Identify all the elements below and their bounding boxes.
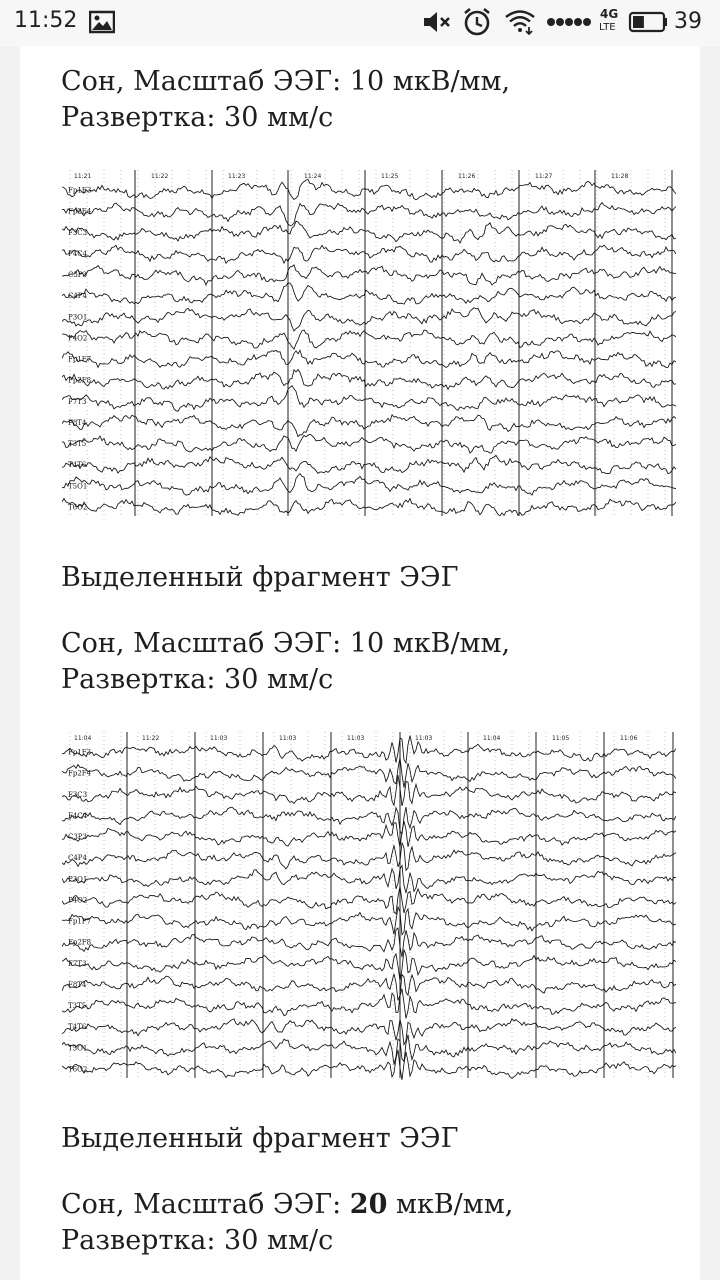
eeg-trace [62, 386, 676, 412]
channel-label: F7T3 [68, 959, 87, 968]
eeg-trace [62, 370, 676, 390]
channel-label: T6O2 [68, 1065, 88, 1074]
eeg-trace [62, 775, 676, 806]
channel-label: F8T4 [68, 418, 87, 427]
article-page [20, 46, 700, 1280]
time-label: 11:05 [552, 735, 570, 742]
caption-3-line-1-b: мкВ/мм, [387, 1189, 514, 1220]
time-label: 11:26 [458, 173, 476, 180]
caption-3 [61, 1187, 513, 1259]
channel-label: T4T6 [68, 1023, 87, 1032]
eeg-trace [62, 350, 676, 367]
channel-label: C3P3 [68, 271, 87, 280]
caption-2-line-2: Развертка: 30 мм/с [61, 664, 334, 695]
eeg-figure-2[interactable] [62, 726, 676, 1084]
channel-label: T5O1 [68, 1044, 88, 1053]
battery-icon [628, 11, 668, 33]
wifi-icon [504, 9, 536, 35]
eeg-trace [62, 843, 676, 871]
channel-label: C4P4 [68, 292, 87, 301]
status-time: 11:52 [14, 8, 78, 33]
network-type-label: 4G [600, 7, 619, 21]
channel-label: F4C4 [68, 811, 88, 820]
channel-label: P3O1 [68, 313, 88, 322]
eeg-trace [62, 807, 676, 834]
channel-label: Fp2F8 [68, 376, 92, 385]
status-bar [0, 0, 720, 46]
eeg-trace [62, 245, 676, 263]
alarm-icon [462, 7, 492, 37]
eeg-trace [62, 265, 676, 285]
caption-3-line-2: Развертка: 30 мм/с [61, 1225, 334, 1256]
time-label: 11:28 [611, 173, 629, 180]
time-label: 11:25 [381, 173, 399, 180]
caption-3-line-1-a: Сон, Масштаб ЭЭГ: [61, 1189, 350, 1220]
channel-label: P3O1 [68, 875, 88, 884]
channel-label: Fp1F3 [68, 748, 92, 757]
channel-label: F8T4 [68, 980, 87, 989]
eeg-trace [62, 455, 676, 473]
caption-1-line-1: Сон, Масштаб ЭЭГ: 10 мкВ/мм, [61, 66, 511, 97]
heading-2: Выделенный фрагмент ЭЭГ [61, 1123, 459, 1154]
status-icons [422, 7, 712, 37]
eeg-trace [62, 415, 676, 437]
channel-label: T4T6 [68, 461, 87, 470]
eeg-trace [62, 474, 676, 496]
channel-label: F7T3 [68, 397, 87, 406]
battery-level-text: 39 [674, 9, 702, 34]
eeg-trace [62, 821, 676, 848]
eeg-figure-1[interactable] [62, 164, 676, 522]
channel-label: Fp1F7 [68, 355, 92, 364]
caption-1 [61, 64, 510, 136]
time-label: 11:04 [483, 735, 501, 742]
eeg-trace [62, 928, 676, 957]
eeg-trace [62, 950, 676, 981]
image-icon [89, 10, 115, 34]
time-label: 11:06 [620, 735, 638, 742]
caption-1-line-2: Развертка: 30 мм/с [61, 102, 334, 133]
time-label: 11:22 [142, 735, 160, 742]
channel-label: Fp1F7 [68, 917, 92, 926]
eeg-trace [62, 499, 676, 516]
time-label: 11:03 [210, 735, 228, 742]
channel-label: Fp2F8 [68, 938, 92, 947]
channel-label: T3T5 [68, 440, 87, 449]
channel-label: T6O2 [68, 503, 88, 512]
channel-label: T3T5 [68, 1002, 87, 1011]
heading-1: Выделенный фрагмент ЭЭГ [61, 562, 459, 593]
time-label: 11:24 [304, 173, 322, 180]
channel-label: Fp2F4 [68, 769, 92, 778]
eeg-trace [62, 974, 676, 1001]
channel-label: C4P4 [68, 854, 87, 863]
network-sub-label: LTE [599, 22, 616, 33]
eeg-trace [62, 283, 676, 304]
signal-icon [546, 16, 594, 28]
channel-label: C3P3 [68, 833, 87, 842]
time-label: 11:23 [228, 173, 246, 180]
channel-label: T5O1 [68, 482, 88, 491]
time-label: 11:04 [74, 735, 92, 742]
eeg-trace [62, 203, 676, 226]
eeg-trace [62, 866, 676, 893]
eeg-trace [62, 221, 676, 243]
caption-2-line-1: Сон, Масштаб ЭЭГ: 10 мкВ/мм, [61, 628, 511, 659]
eeg-trace [62, 989, 676, 1019]
channel-label: F3C3 [68, 790, 88, 799]
eeg-trace [62, 758, 676, 788]
channel-label: P4O2 [68, 334, 88, 343]
eeg-trace [62, 1050, 676, 1080]
time-label: 11:22 [151, 173, 169, 180]
time-label: 11:03 [415, 735, 433, 742]
channel-label: Fp1E3 [68, 186, 92, 195]
channel-label: P4O2 [68, 896, 88, 905]
eeg-trace [62, 1035, 676, 1065]
time-label: 11:21 [74, 173, 92, 180]
time-label: 11:03 [279, 735, 297, 742]
caption-2 [61, 626, 510, 698]
eeg-trace [62, 907, 676, 935]
eeg-trace [62, 886, 676, 914]
channel-label: Fp2E4 [68, 207, 92, 216]
time-label: 11:27 [535, 173, 553, 180]
eeg-trace [62, 308, 676, 331]
eeg-trace [62, 1019, 676, 1045]
eeg-trace [62, 330, 676, 349]
channel-label: F3C3 [68, 228, 88, 237]
channel-label: F4C4 [68, 249, 88, 258]
caption-3-scale-value: 20 [349, 1189, 388, 1220]
time-label: 11:03 [347, 735, 365, 742]
eeg-trace [62, 434, 676, 453]
eeg-trace [62, 179, 676, 199]
mute-icon [422, 10, 452, 34]
